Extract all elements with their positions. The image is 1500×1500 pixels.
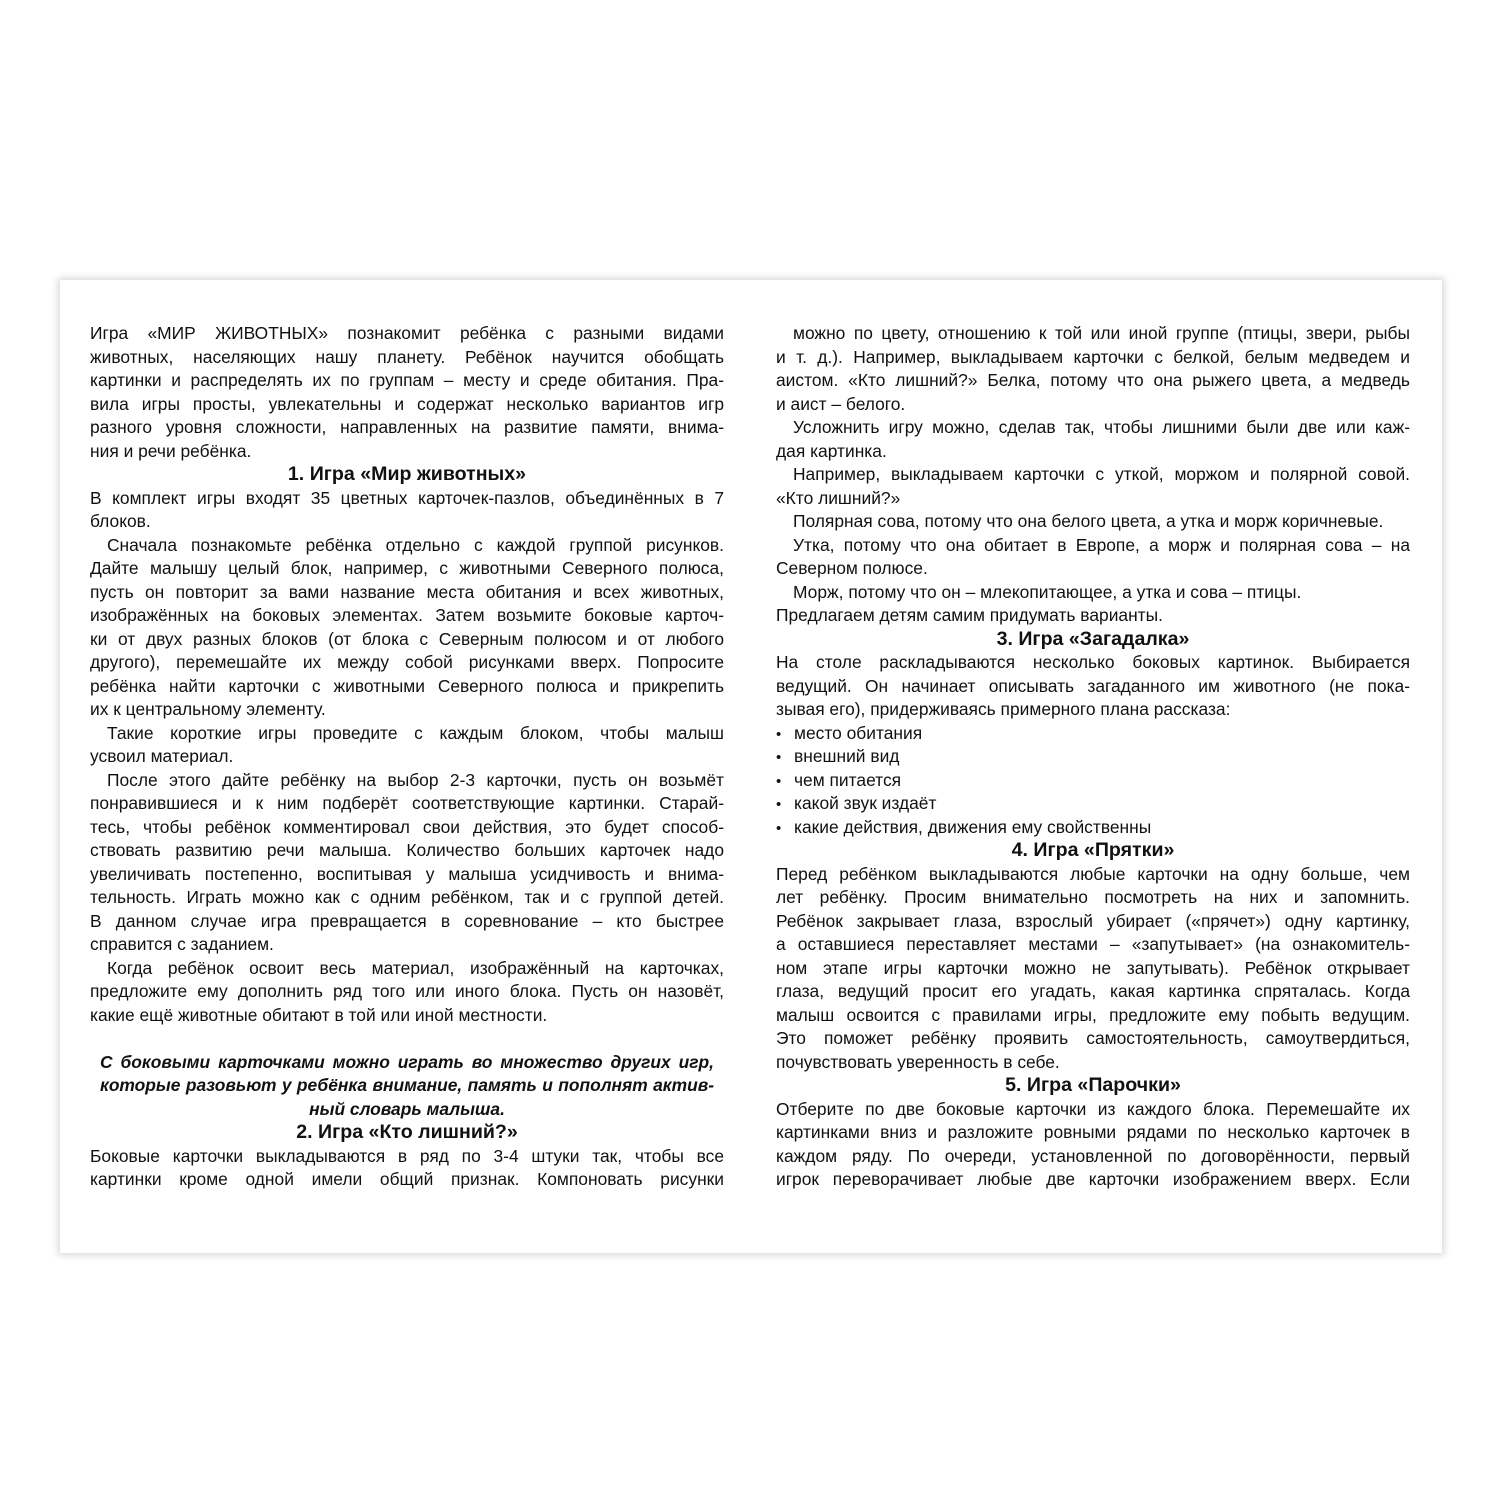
- bullet-icon: •: [776, 725, 782, 743]
- paragraph-line: В комплект игры входят 35 цветных карточек-пазлов, объединённых в 7: [90, 487, 724, 508]
- spacer: [90, 1027, 724, 1051]
- paragraph-line: Дайте малышу целый блок, например, с животными Северного полюса,: [90, 558, 724, 578]
- note-line: которые разовьют у ребёнка внимание, память и пополнят актив-: [100, 1075, 714, 1095]
- section-heading: 1. Игра «Мир животных»: [287, 463, 527, 485]
- note-line: ный словарь малыша.: [309, 1098, 505, 1119]
- paragraph-line: «Кто лишний?»: [776, 487, 901, 508]
- bullet-item: [776, 769, 1410, 793]
- paragraph-line: Сначала познакомьте ребёнка отдельно с каждой группой рисунков.: [107, 534, 724, 555]
- paragraph-line: Утка, потому что она обитает в Европе, а морж и полярная сова – на: [793, 534, 1410, 555]
- paragraph-line: предложите ему дополнить ряд того или иного блока. Пусть он назовёт,: [90, 981, 724, 1001]
- paragraph-line: картинки и распределять их по группам – месту и среде обитания. Пра-: [90, 370, 724, 390]
- paragraph-line: тельность. Играть можно как с одним ребёнком, так и с группой детей.: [90, 887, 724, 907]
- paragraph-line: Такие короткие игры проведите с каждым блоком, чтобы малыш: [107, 722, 724, 743]
- paragraph-line: В данном случае игра превращается в соревнование – кто быстрее: [90, 910, 724, 931]
- paragraph-line: ведущий. Он начинает описывать загаданного им животного (не пока-: [776, 675, 1410, 696]
- paragraph-line: Полярная сова, потому что она белого цвета, а утка и морж коричневые.: [793, 511, 1384, 531]
- paragraph-line: и аист – белого.: [776, 393, 906, 414]
- bullet-text: место обитания: [794, 722, 923, 743]
- paragraph-line: После этого дайте ребёнку на выбор 2-3 карточки, пусть он возьмёт: [107, 769, 724, 790]
- bullet-text: внешний вид: [794, 746, 900, 766]
- paragraph-line: игрок переворачивает любые две карточки изображением вверх. Если: [776, 1169, 1410, 1189]
- paragraph-line: блоков.: [90, 511, 151, 531]
- paragraph-line: ствовать развитию речи малыша. Количество больших карточек надо: [90, 840, 724, 860]
- paragraph-line: вила игры просты, увлекательны и содержат несколько вариантов игр: [90, 393, 724, 414]
- paragraph-line: Северном полюсе.: [776, 558, 928, 578]
- paragraph-line: ки от двух разных блоков (от блока с Северным полюсом и от любого: [90, 628, 724, 649]
- bullet-text: чем питается: [794, 769, 902, 790]
- paragraph-line: Игра «МИР ЖИВОТНЫХ» познакомит ребёнка с разными видами: [90, 323, 724, 343]
- bullet-item: [776, 792, 1410, 816]
- section-heading: 3. Игра «Загадалка»: [996, 627, 1190, 650]
- paragraph-line: можно по цвету, отношению к той или иной группе (птицы, звери, рыбы: [793, 323, 1410, 343]
- paragraph-line: и т. д.). Например, выкладываем карточки с белкой, белым медведем и: [776, 346, 1410, 367]
- paragraph-line: лет ребёнку. Просим внимательно посмотреть на них и запомнить.: [776, 887, 1410, 907]
- paragraph-line: дая картинка.: [776, 440, 887, 461]
- paragraph-line: ребёнка найти карточки с животными Северного полюса и прикрепить: [90, 675, 724, 696]
- right-column: [776, 322, 1410, 1192]
- paragraph-line: разного уровня сложности, направленных на развитие памяти, внима-: [90, 417, 724, 437]
- paragraph-line: какие ещё животные обитают в той или иной местности.: [90, 1004, 548, 1025]
- paragraph-line: Когда ребёнок освоит весь материал, изображённый на карточках,: [107, 957, 724, 978]
- bullet-item: [776, 745, 1410, 769]
- paragraph-line: аистом. «Кто лишний?» Белка, потому что она рыжего цвета, а медведь: [776, 370, 1410, 390]
- paragraph-line: Ребёнок закрывает глаза, взрослый убирает («прячет») одну картинку,: [776, 910, 1410, 931]
- bullet-item: [776, 816, 1410, 840]
- paragraph-line: Отберите по две боковые карточки из каждого блока. Перемешайте их: [776, 1098, 1410, 1119]
- paragraph-line: зывая его), придерживаясь примерного плана рассказа:: [776, 699, 1231, 719]
- paragraph-line: пусть он повторит за вами название места обитания и всех животных,: [90, 581, 724, 602]
- paragraph-line: изображённых на боковых элементах. Затем возьмите боковые карточ-: [90, 605, 724, 625]
- paragraph-line: тесь, чтобы ребёнок комментировал свои действия, это будет способ-: [90, 816, 724, 837]
- paragraph-line: а оставшиеся переставляет местами – «запутывает» (на ознакомитель-: [776, 934, 1410, 954]
- note-line: С боковыми карточками можно играть во множество других игр,: [100, 1051, 714, 1072]
- bullet-icon: •: [776, 749, 782, 766]
- paragraph-line: справится с заданием.: [90, 934, 274, 954]
- bullet-item: [776, 722, 1410, 746]
- paragraph-line: ном этапе игры карточки можно не запутывать). Ребёнок открывает: [776, 957, 1410, 978]
- left-column: [90, 322, 724, 1192]
- paragraph-line: почувствовать уверенность в себе.: [776, 1051, 1060, 1072]
- paragraph-line: усвоил материал.: [90, 746, 234, 766]
- paragraph-line: Усложнить игру можно, сделав так, чтобы лишними были две или каж-: [793, 417, 1410, 437]
- paragraph-line: Морж, потому что он – млекопитающее, а утка и сова – птицы.: [793, 581, 1302, 602]
- section-heading: 2. Игра «Кто лишний?»: [296, 1121, 518, 1143]
- bullet-icon: •: [776, 796, 782, 813]
- paragraph-line: увеличивать постепенно, воспитывая у малыша усидчивость и внима-: [90, 863, 724, 884]
- paragraph-line: малыш освоится с правилами игры, предложите ему побыть ведущим.: [776, 1004, 1410, 1025]
- bullet-text: какие действия, движения ему свойственны: [794, 816, 1152, 837]
- paragraph-line: животных, населяющих нашу планету. Ребёнок научится обобщать: [90, 346, 724, 367]
- paragraph-line: Предлагаем детям самим придумать варианты.: [776, 605, 1163, 625]
- paragraph-line: Например, выкладываем карточки с уткой, моржом и полярной совой.: [793, 464, 1410, 484]
- paragraph-line: Боковые карточки выкладываются в ряд по 3-4 штуки так, чтобы все: [90, 1145, 724, 1166]
- paragraph-line: понравившиеся и к ним подберёт соответствующие картинки. Старай-: [90, 793, 724, 813]
- paragraph-line: глаза, ведущий просит его угадать, какая картинка спряталась. Когда: [776, 981, 1410, 1001]
- section-heading: 5. Игра «Парочки»: [1005, 1074, 1181, 1096]
- paragraph-line: картинками вниз и разложите ровными рядами по несколько карточек в: [776, 1122, 1410, 1142]
- paragraph-line: ния и речи ребёнка.: [90, 440, 252, 461]
- section-heading: 4. Игра «Прятки»: [1011, 839, 1175, 861]
- bullet-icon: •: [776, 819, 782, 837]
- paragraph-line: На столе раскладываются несколько боковых картинок. Выбирается: [776, 652, 1410, 672]
- paragraph-line: каждом ряду. По очереди, установленной по договорённости, первый: [776, 1145, 1410, 1166]
- paragraph-line: Это поможет ребёнку проявить самостоятельность, самоутвердиться,: [776, 1028, 1410, 1048]
- paragraph-line: Перед ребёнком выкладываются любые карточки на одну больше, чем: [776, 863, 1410, 884]
- paragraph-line: картинки кроме одной имели общий признак. Компоновать рисунки: [90, 1169, 724, 1189]
- bullet-text: какой звук издаёт: [794, 793, 937, 813]
- bullet-icon: •: [776, 772, 782, 790]
- paragraph-line: другого), перемешайте их между собой рисунками вверх. Попросите: [90, 652, 724, 672]
- instruction-sheet: [60, 280, 1442, 1253]
- paragraph-line: их к центральному элементу.: [90, 699, 326, 719]
